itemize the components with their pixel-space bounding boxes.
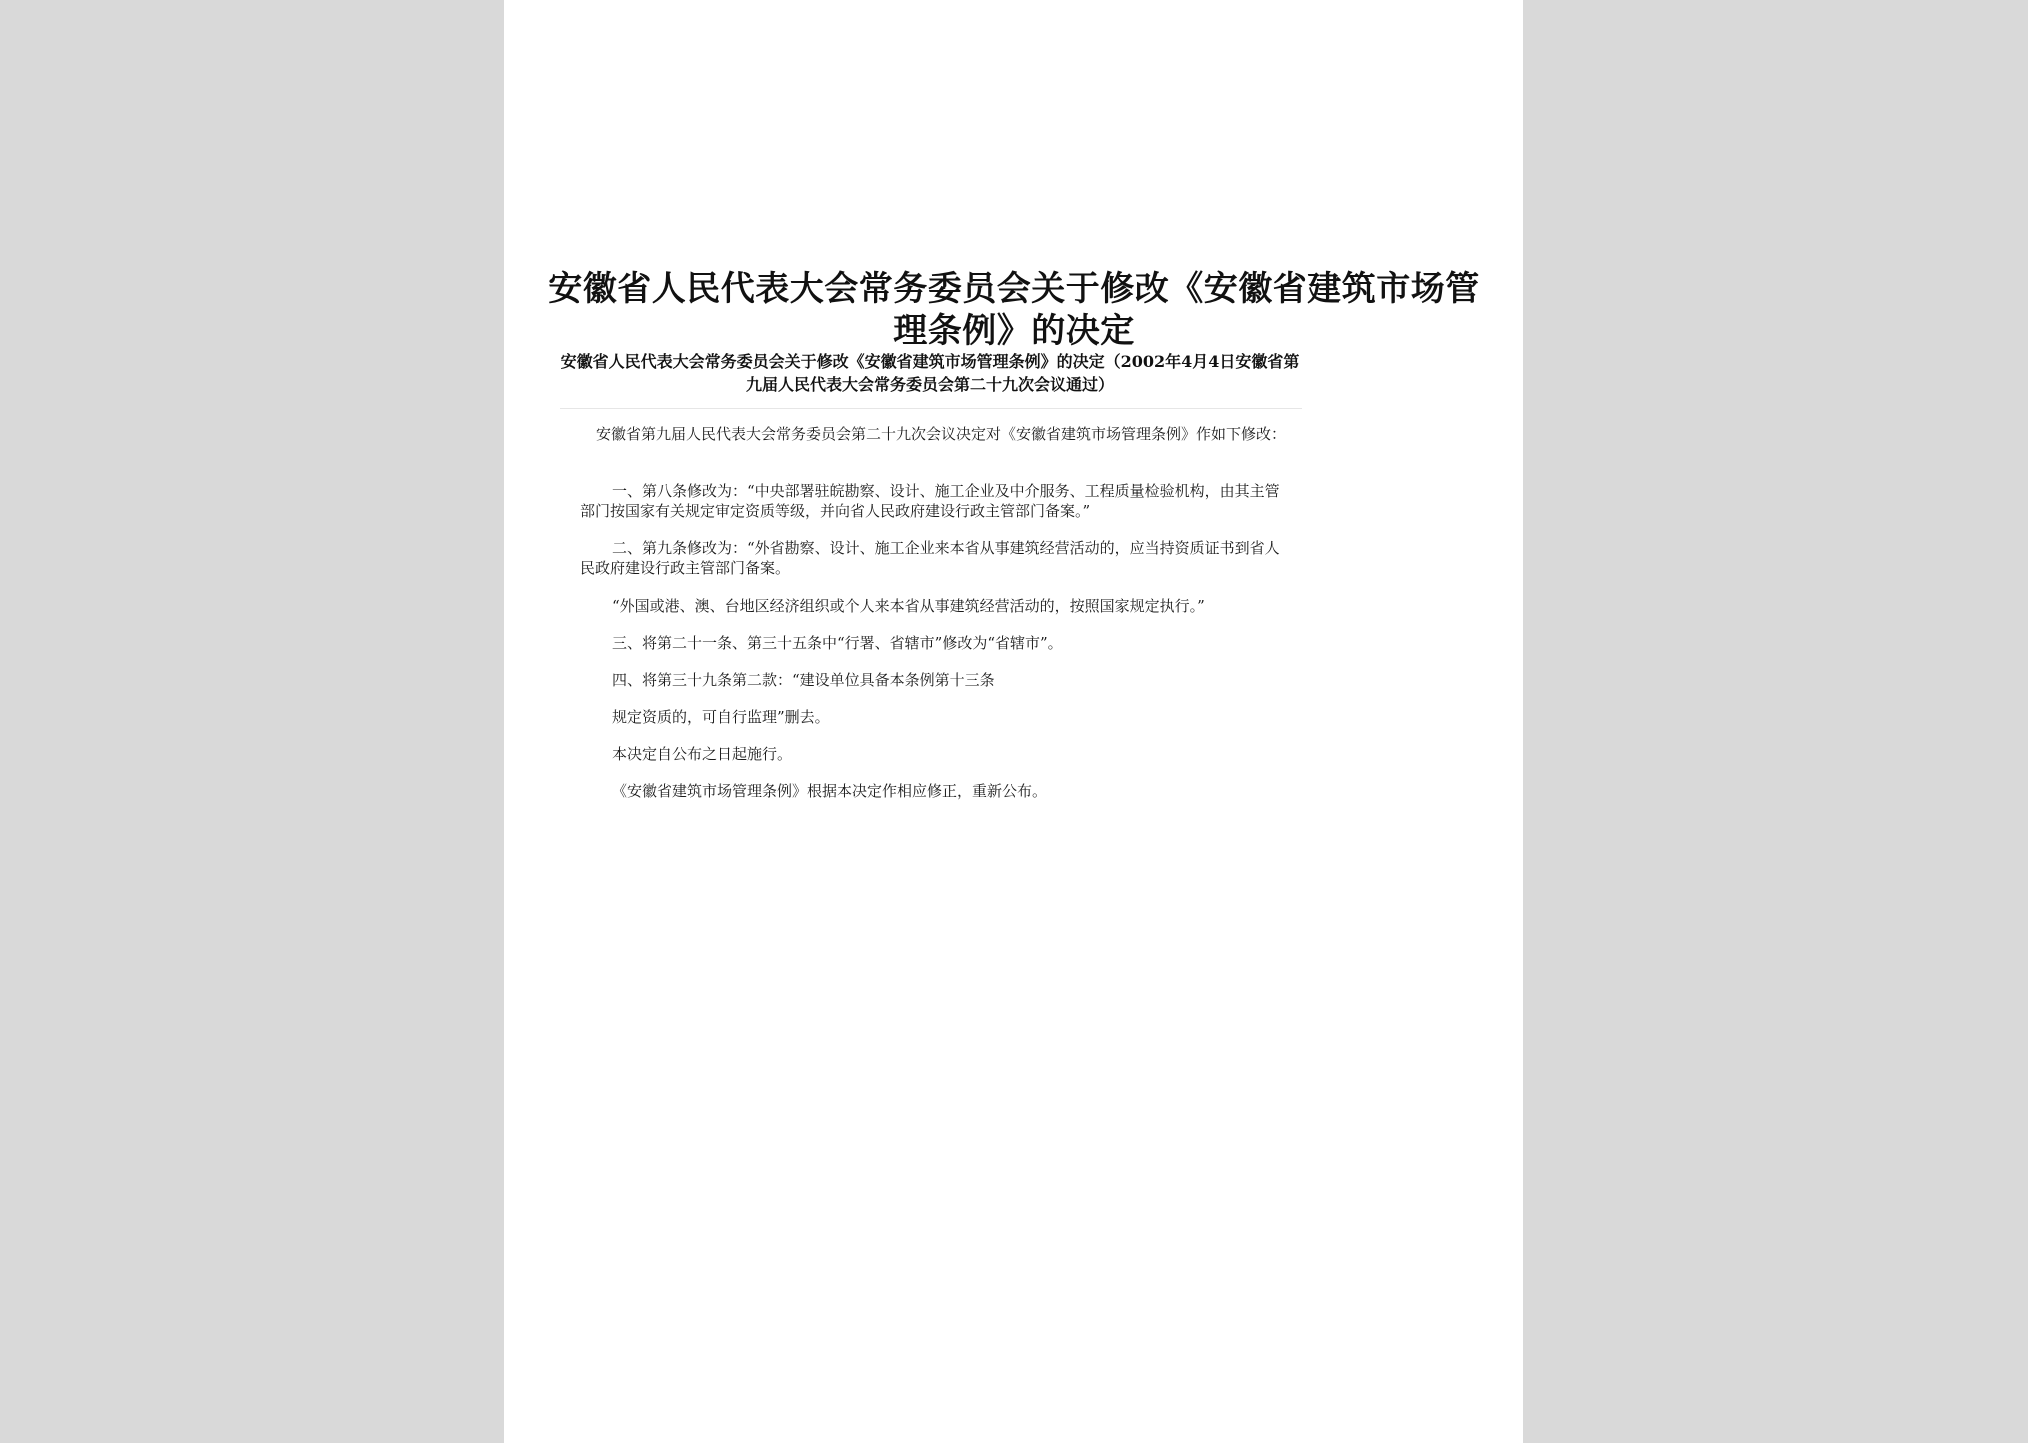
paragraph-amendment-4-cont: 规定资质的，可自行监理”删去。 — [612, 708, 830, 726]
paragraph-amendment-2: 二、第九条修改为：“外省勘察、设计、施工企业来本省从事建筑经营活动的，应当持资质证书到省人民政府建设行政主管部门备案。 — [580, 539, 1280, 577]
document-page — [504, 0, 1523, 1443]
paragraph-intro: 安徽省第九届人民代表大会常务委员会第二十九次会议决定对《安徽省建筑市场管理条例》作如下修改： — [596, 425, 1287, 443]
document-subtitle: 安徽省人民代表大会常务委员会关于修改《安徽省建筑市场管理条例》的决定（2002年4月4日安徽省第九届人民代表大会常务委员会第二十九次会议通过） — [560, 352, 1300, 394]
paragraph-republish: 《安徽省建筑市场管理条例》根据本决定作相应修正，重新公布。 — [612, 782, 1048, 800]
paragraph-amendment-4: 四、将第三十九条第二款：“建设单位具备本条例第十三条 — [612, 671, 995, 689]
document-title: 安徽省人民代表大会常务委员会关于修改《安徽省建筑市场管理条例》的决定 — [548, 269, 1480, 351]
title-divider — [560, 408, 1302, 409]
paragraph-amendment-1: 一、第八条修改为：“中央部署驻皖勘察、设计、施工企业及中介服务、工程质量检验机构，由其主管部门按国家有关规定审定资质等级，并向省人民政府建设行政主管部门备案。” — [580, 482, 1280, 520]
paragraph-effective: 本决定自公布之日起施行。 — [612, 745, 793, 763]
paragraph-amendment-3: 三、将第二十一条、第三十五条中“行署、省辖市”修改为“省辖市”。 — [612, 634, 1063, 652]
paragraph-amendment-2-cont: “外国或港、澳、台地区经济组织或个人来本省从事建筑经营活动的，按照国家规定执行。” — [612, 597, 1205, 615]
